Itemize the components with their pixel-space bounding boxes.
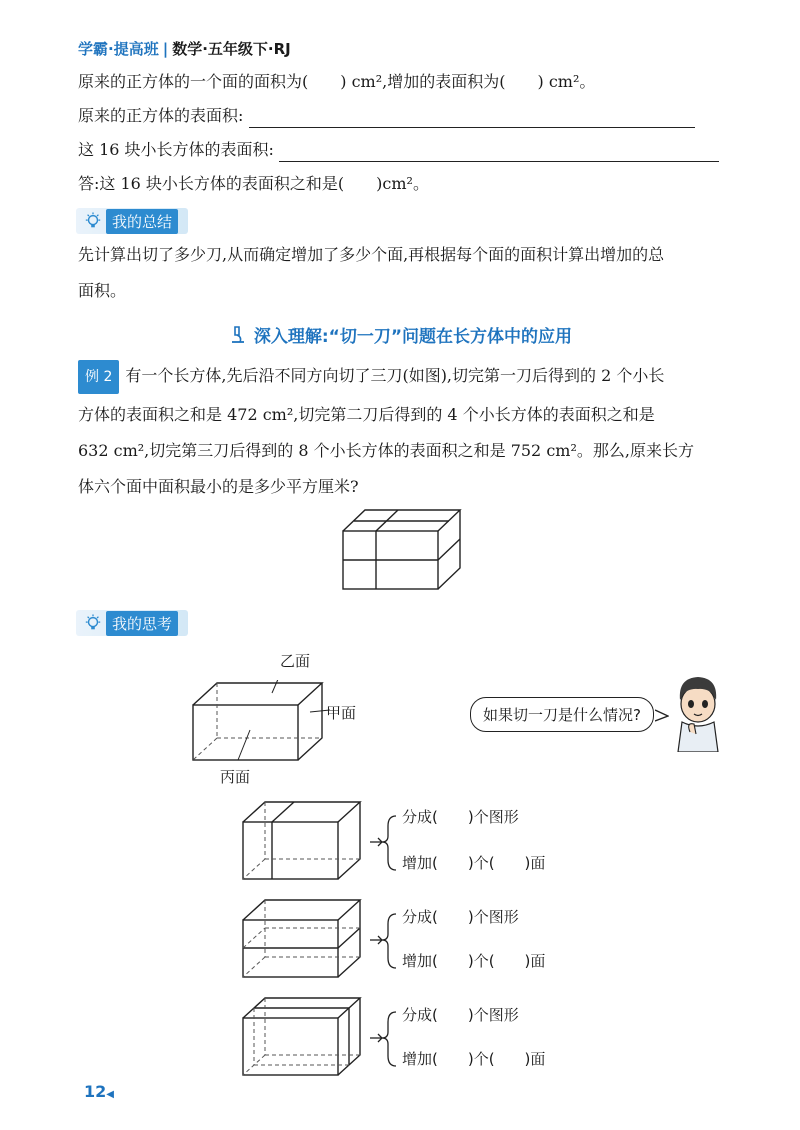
cut-figure-3 [240, 996, 365, 1078]
question-line-1 [78, 70, 595, 94]
page-number-text: 12 [84, 1082, 107, 1101]
labeled-cuboid-figure [190, 680, 330, 765]
subject-label: 数学·五年级下·RJ [172, 40, 291, 58]
small-cuboid-surface-label: 这 16 块小长方体的表面积: [78, 140, 274, 159]
example-line-1: 有一个长方体,先后沿不同方向切了三刀(如图),切完第一刀后得到的 2 个小长 [125, 366, 665, 385]
question-line-3 [78, 138, 719, 162]
face-label-top: 乙面 [280, 652, 311, 670]
thinking-label-text: 我的思考 [106, 611, 178, 636]
face-label-front: 丙面 [220, 768, 251, 786]
microscope-icon [228, 325, 248, 345]
answer-blank[interactable] [279, 143, 719, 162]
cut-3-split: 分成( )个图形 [402, 1006, 519, 1024]
question-line-2 [78, 104, 695, 128]
page-header [78, 38, 291, 59]
face-label-side: 甲面 [326, 704, 357, 722]
summary-text-line-2: 面积。 [78, 281, 127, 300]
example-line-3: 632 cm²,切完第三刀后得到的 8 个小长方体的表面积之和是 752 cm²。那么,原来长方 [78, 441, 694, 460]
unit-label: cm²。 [548, 72, 596, 91]
cut-figure-1 [240, 800, 365, 882]
summary-label [76, 208, 188, 234]
cube-surface-label: 原来的正方体的表面积: [78, 106, 244, 125]
example-line-4: 体六个面中面积最小的是多少平方厘米? [78, 477, 359, 496]
summary-text-line-1: 先计算出切了多少刀,从而确定增加了多少个面,再根据每个面的面积计算出增加的总 [78, 245, 665, 264]
cut-cuboid-figure [340, 505, 465, 595]
example-2 [78, 360, 738, 502]
page-number [84, 1082, 114, 1101]
summary-label-text: 我的总结 [106, 209, 178, 234]
lightbulb-icon [84, 212, 102, 230]
cut-3-add: 增加( )个( )面 [402, 1050, 546, 1068]
header-divider: | [162, 40, 169, 58]
face-area-prompt: 原来的正方体的一个面的面积为( ) [78, 72, 347, 91]
answer-line: 答:这 16 块小长方体的表面积之和是( )cm²。 [78, 174, 429, 193]
page-marker-icon: ◀ [106, 1089, 114, 1100]
cut-2-add: 增加( )个( )面 [402, 952, 546, 970]
example-line-2: 方体的表面积之和是 472 cm²,切完第二刀后得到的 4 个小长方体的表面积之和是 [78, 405, 655, 424]
added-area-prompt: cm²,增加的表面积为( ) [351, 72, 544, 91]
lightbulb-icon [84, 614, 102, 632]
section-title [0, 322, 800, 347]
example-tag: 例 2 [78, 360, 119, 394]
cut-figure-2 [240, 898, 365, 980]
brand-label: 学霸·提高班 [78, 40, 159, 58]
summary-text [78, 240, 738, 306]
speech-bubble: 如果切一刀是什么情况? [470, 697, 654, 732]
cut-1-split: 分成( )个图形 [402, 808, 519, 826]
arrow-brace-group [368, 808, 400, 1078]
cut-2-split: 分成( )个图形 [402, 908, 519, 926]
answer-blank[interactable] [249, 109, 695, 128]
cut-1-add: 增加( )个( )面 [402, 854, 546, 872]
bubble-tail [655, 708, 669, 724]
boy-avatar-icon [672, 672, 724, 752]
section-title-text: 深入理解:“切一刀”问题在长方体中的应用 [253, 327, 573, 347]
thinking-label [76, 610, 188, 636]
